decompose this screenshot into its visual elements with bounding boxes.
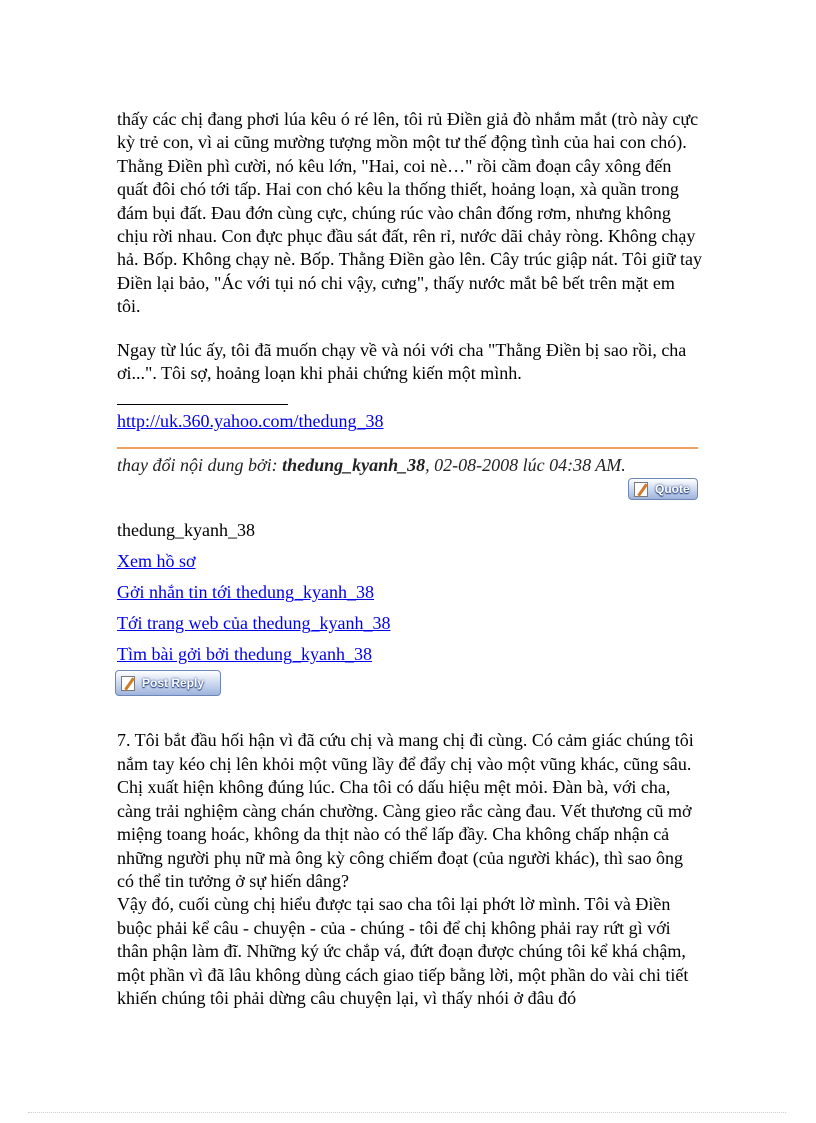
document-page [117, 108, 702, 1010]
signature-divider [117, 404, 288, 405]
edit-user: thedung_kyanh_38 [282, 455, 426, 476]
view-profile-link[interactable]: Xem hồ sơ [117, 551, 196, 572]
post-paragraph-2: Ngay từ lúc ấy, tôi đã muốn chạy về và nói với cha "Thằng Điền bị sao rồi, cha ơi...". Tôi sợ, hoảng loạn khi phải chứng kiến một mình. [117, 339, 687, 384]
edit-prefix: thay đổi nội dung bởi: [117, 455, 283, 476]
page-footer-divider [28, 1112, 786, 1113]
edit-date: , 02-08-2008 lúc 04:38 AM. [425, 455, 626, 476]
post-reply-label: Post Reply [142, 676, 205, 691]
send-message-link[interactable]: Gởi nhắn tin tới thedung_kyanh_38 [117, 582, 375, 603]
find-posts-link[interactable]: Tìm bài gởi bởi thedung_kyanh_38 [117, 644, 373, 665]
visit-website-link[interactable]: Tới trang web của thedung_kyanh_38 [117, 613, 391, 634]
quote-icon [633, 481, 651, 497]
edit-divider [117, 447, 698, 449]
signature-link[interactable]: http://uk.360.yahoo.com/thedung_38 [117, 411, 384, 432]
post-reply-icon [120, 675, 138, 691]
quote-button[interactable] [628, 478, 698, 500]
post-username: thedung_kyanh_38 [117, 520, 255, 541]
quote-label: Quote [655, 482, 690, 497]
post-paragraph-3: 7. Tôi bắt đầu hối hận vì đã cứu chị và mang chị đi cùng. Có cảm giác chúng tôi nắm tay kéo chị lên khỏi một vũng lầy để đẩy chị vào một vũng khác, cũng sâu. Chị xuất hiện không đúng lúc. Cha tôi có dấu hiệu mệt mỏi. Đàn bà, với cha, càng trải nghiệm càng chán chường. Càng gieo rắc càng đau. Vết thương cũ mở miệng toang hoác, không da thịt nào có thể lấp đầy. Cha không chấp nhận cả những người phụ nữ mà ông kỳ công chiếm đoạt (của người khác), thì sao ông có thể tin tưởng ở sự hiến dâng? Vậy đó, cuối cùng chị hiểu được tại sao cha tôi lại phớt lờ mình. Tôi và Điền buộc phải kể câu - chuyện - của - chúng - tôi để chị không phải ray rứt gì với thân phận làm đĩ. Những ký ức chắp vá, đứt đoạn được chúng tôi kể khá chậm, một phần vì đã lâu không dùng cách giao tiếp bằng lời, một phần do vài chi tiết khiến chúng tôi phải dừng câu chuyện lại, vì thấy nhói ở đâu đó [117, 730, 694, 1008]
quote-row [117, 478, 702, 502]
post-reply-button[interactable] [115, 670, 221, 696]
edit-note [117, 452, 702, 478]
post-paragraph-1: thấy các chị đang phơi lúa kêu ó ré lên, tôi rủ Điền giả đò nhắm mắt (trò này cực kỳ trẻ con, vì ai cũng mường tượng mồn một tư thế động tình của hai con chó). Thằng Điền phì cười, nó kêu lớn, "Hai, coi nè…" rồi cầm đoạn cây xông đến quất đôi chó tới tấp. Hai con chó kêu la thống thiết, hoảng loạn, xà quần trong đám bụi đất. Đau đớn cùng cực, chúng rúc vào chân đống rơm, nhưng không chịu rời nhau. Con đực phục đầu sát đất, rên rỉ, nước dãi chảy ròng. Không chạy hả. Bốp. Không chạy nè. Bốp. Thằng Điền gào lên. Cây trúc giập nát. Tôi giữ tay Điền lại bảo, "Ác với tụi nó chi vậy, cưng", thấy nước mắt bê bết trên mặt em tôi. [117, 109, 702, 317]
reply-row [117, 670, 702, 698]
